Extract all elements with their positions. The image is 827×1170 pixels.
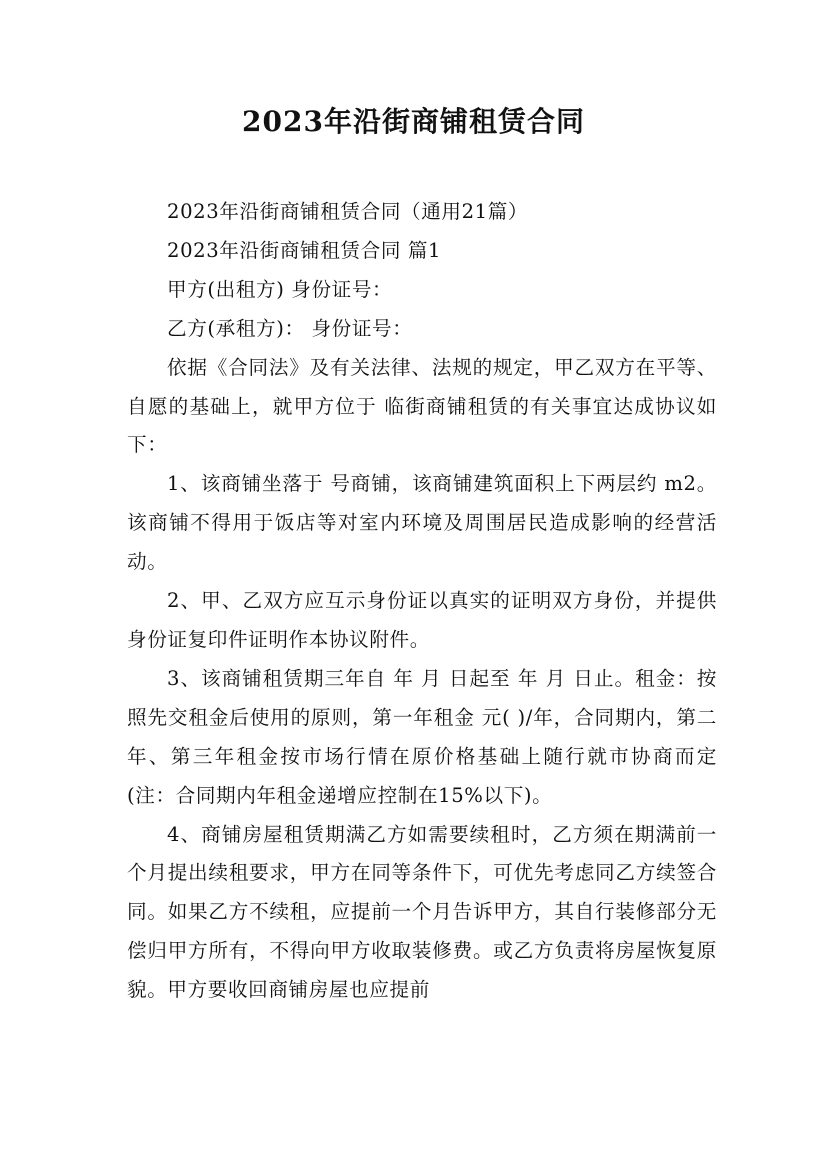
paragraph-section-title: 2023年沿街商铺租赁合同 篇1: [167, 238, 442, 262]
paragraph-clause-4: 4、商铺房屋租赁期满乙方如需要续租时，乙方须在期满前一个月提出续租要求，甲方在同等条件下，可优先考虑同乙方续签合同。如果乙方不续租，应提前一个月告诉甲方，其自行装修部分无偿归甲方所有，不得向甲方收取装修费。或乙方负责将房屋恢复原貌。甲方要收回商铺房屋也应提前: [127, 822, 717, 1002]
document-body: [127, 193, 717, 1010]
paragraph-preamble: 依据《合同法》及有关法律、法规的规定，甲乙双方在平等、自愿的基础上，就甲方位于 临街商铺租赁的有关事宜达成协议如下：: [127, 355, 717, 457]
paragraph-party-b: 乙方(承租方)： 身份证号：: [167, 316, 413, 340]
paragraph-party-a: 甲方(出租方) 身份证号：: [167, 277, 393, 301]
paragraph-clause-2: 2、甲、乙双方应互示身份证以真实的证明双方身份，并提供身份证复印件证明作本协议附件。: [127, 589, 717, 651]
paragraph-clause-1: 1、该商铺坐落于 号商铺，该商铺建筑面积上下两层约 m2。该商铺不得用于饭店等对室内环境及周围居民造成影响的经营活动。: [127, 472, 717, 574]
document-title: 2023年沿街商铺租赁合同: [242, 105, 585, 138]
paragraph-clause-3: 3、该商铺租赁期三年自 年 月 日起至 年 月 日止。租金：按照先交租金后使用的原则，第一年租金 元( )/年，合同期内，第二年、第三年租金按市场行情在原价格基础上随行就市协商而定(注：合同期内年租金递增应控制在15%以下)。: [127, 666, 717, 807]
paragraph-heading: 2023年沿街商铺租赁合同（通用21篇）: [167, 200, 529, 223]
